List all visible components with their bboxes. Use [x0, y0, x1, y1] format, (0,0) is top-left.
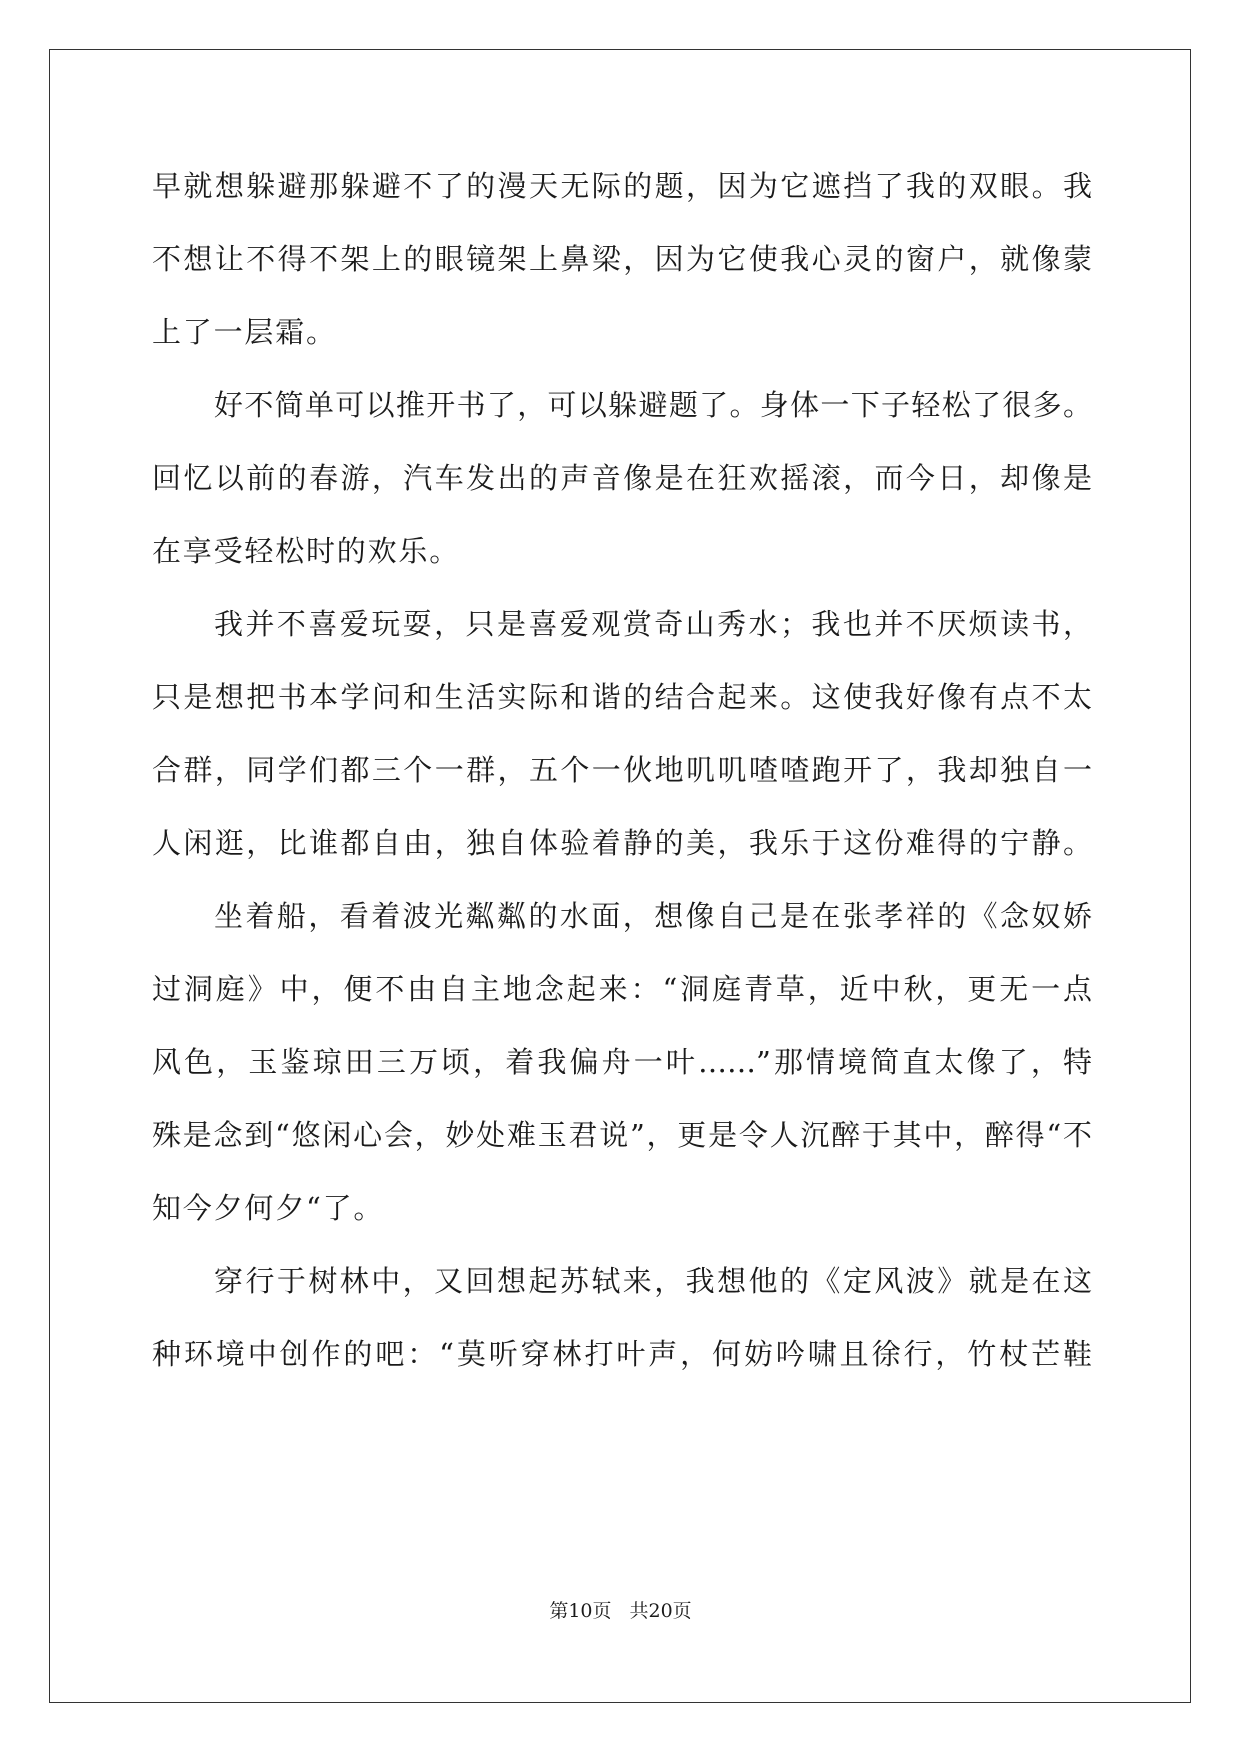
text-line: 合群，同学们都三个一群，五个一伙地叽叽喳喳跑开了，我却独自一 — [152, 753, 1092, 787]
paragraph-first-line: 我并不喜爱玩耍，只是喜爱观赏奇山秀水；我也并不厌烦读书， — [214, 607, 1092, 641]
paragraph-first-line: 好不简单可以推开书了，可以躲避题了。身体一下子轻松了很多。 — [214, 388, 1092, 422]
text-line: 不想让不得不架上的眼镜架上鼻梁，因为它使我心灵的窗户，就像蒙 — [152, 242, 1092, 276]
text-line: 知今夕何夕“了。 — [152, 1191, 385, 1225]
paragraph-first-line: 坐着船，看着波光粼粼的水面，想像自己是在张孝祥的《念奴娇 — [214, 899, 1092, 933]
page-footer — [0, 1599, 1241, 1623]
paragraph-first-line: 穿行于树林中，又回想起苏轼来，我想他的《定风波》就是在这 — [214, 1264, 1092, 1298]
text-line: 过洞庭》中，便不由自主地念起来：“洞庭青草，近中秋，更无一点 — [152, 972, 1092, 1006]
text-line: 风色，玉鉴琼田三万顷，着我偏舟一叶……”那情境简直太像了，特 — [152, 1045, 1092, 1079]
text-line: 人闲逛，比谁都自由，独自体验着静的美，我乐于这份难得的宁静。 — [152, 826, 1092, 860]
text-line: 在享受轻松时的欢乐。 — [152, 534, 461, 568]
text-line: 只是想把书本学问和生活实际和谐的结合起来。这使我好像有点不太 — [152, 680, 1092, 714]
page-number: 第10页 — [549, 1600, 612, 1622]
page-border — [49, 49, 1191, 1703]
text-line: 种环境中创作的吧：“莫听穿林打叶声，何妨吟啸且徐行，竹杖芒鞋 — [152, 1337, 1092, 1371]
text-line: 殊是念到“悠闲心会，妙处难玉君说”，更是令人沉醉于其中，醉得“不 — [152, 1118, 1092, 1152]
text-line: 回忆以前的春游，汽车发出的声音像是在狂欢摇滚，而今日，却像是 — [152, 461, 1092, 495]
text-line: 上了一层霜。 — [152, 315, 337, 349]
text-line: 早就想躲避那躲避不了的漫天无际的题，因为它遮挡了我的双眼。我 — [152, 169, 1092, 203]
page-total: 共20页 — [629, 1600, 692, 1622]
